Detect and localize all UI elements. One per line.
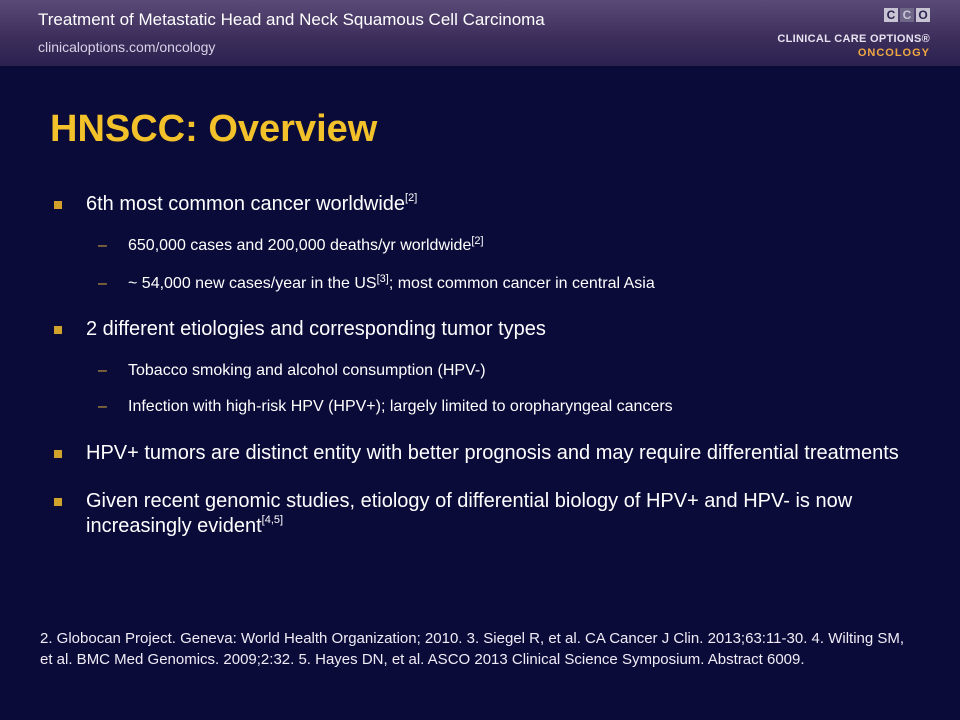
bullet-item: [50, 441, 930, 466]
sub-bullet-item: [50, 273, 930, 295]
references: 2. Globocan Project. Geneva: World Health Organization; 2010. 3. Siegel R, et al. CA Cancer J Clin. 2013;63:11-30. 4. Wilting SM, et al. BMC Med Genomics. 2009;2:32. 5. Hayes DN, et al. ASCO 2013 Clinical Science Symposium. Abstract 6009.: [40, 630, 905, 668]
bullet-marker: [54, 450, 62, 458]
source-url: clinicaloptions.com/oncology: [38, 39, 216, 55]
sub-bullet-marker: –: [98, 398, 107, 415]
bullet-text: 2 different etiologies and corresponding tumor types: [86, 318, 546, 340]
bullet-text: Given recent genomic studies, etiology of differential biology of HPV+ and HPV- is now increasingly evident: [86, 490, 853, 537]
bullet-text: HPV+ tumors are distinct entity with better prognosis and may require differential treatments: [86, 442, 899, 464]
bullet-marker: [54, 326, 62, 334]
presentation-title: Treatment of Metastatic Head and Neck Squamous Cell Carcinoma: [38, 10, 545, 29]
bullet-item: [50, 192, 930, 217]
bullet-list: [50, 192, 930, 539]
bullet-marker: [54, 201, 62, 209]
bullet-item: [50, 317, 930, 342]
logo-line-2: ONCOLOGY: [857, 47, 930, 59]
logo-letter-boxes: [884, 8, 930, 22]
sub-bullet-text-continued: ; most common cancer in central Asia: [388, 275, 655, 292]
sub-bullet-item: [50, 235, 930, 257]
sub-bullet-item: [50, 396, 930, 418]
citation: [2]: [405, 192, 418, 204]
logo-letter: C: [884, 8, 898, 22]
cco-logo: [777, 8, 930, 60]
sub-bullet-text: Infection with high-risk HPV (HPV+); largely limited to oropharyngeal cancers: [128, 398, 673, 415]
bullet-text: 6th most common cancer worldwide: [86, 193, 406, 215]
logo-letter: O: [916, 8, 930, 22]
logo-letter: C: [900, 8, 914, 22]
spacer: [50, 295, 930, 317]
spacer: [50, 466, 930, 489]
bullet-item: [50, 489, 930, 539]
logo-line-1: CLINICAL CARE OPTIONS®: [777, 33, 930, 45]
sub-bullet-text: Tobacco smoking and alcohol consumption (HPV-): [128, 362, 486, 379]
citation: [3]: [376, 273, 389, 285]
sub-bullet-item: [50, 360, 930, 382]
header-bar: [0, 0, 960, 66]
spacer: [50, 418, 930, 441]
sub-bullet-text: ~ 54,000 new cases/year in the US: [128, 275, 377, 292]
sub-bullet-marker: –: [98, 237, 107, 254]
citation: [2]: [471, 235, 484, 247]
sub-bullet-marker: –: [98, 275, 107, 292]
citation: [4,5]: [261, 514, 284, 526]
sub-bullet-marker: –: [98, 362, 107, 379]
slide-title: HNSCC: Overview: [50, 108, 378, 150]
sub-bullet-text: 650,000 cases and 200,000 deaths/yr worldwide: [128, 237, 472, 254]
bullet-marker: [54, 498, 62, 506]
